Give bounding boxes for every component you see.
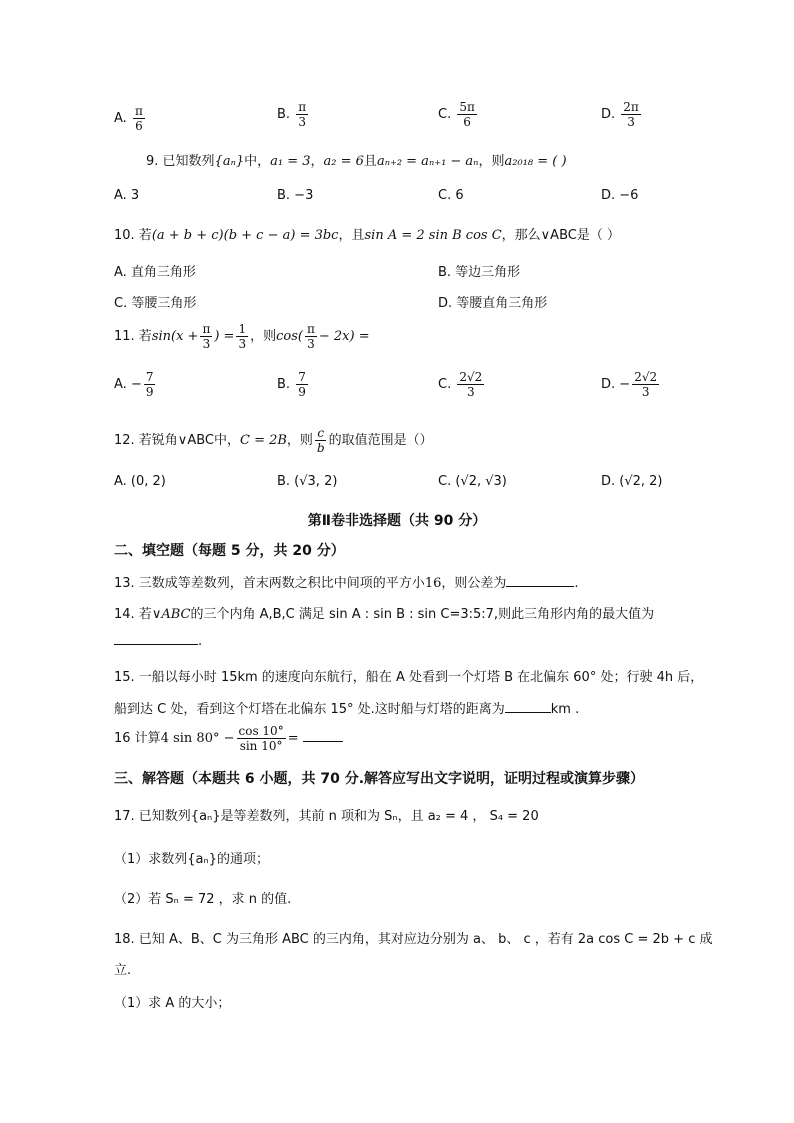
- q18-part-1: （1）求 A 的大小；: [114, 996, 231, 1011]
- question-14: 14. 若∨ABC的三个内角 A,B,C 满足 sin A : sin B : sin C=3:5:7,则此三角形内角的最大值为: [114, 607, 655, 622]
- question-15-line-2: 船到达 C 处，看到这个灯塔在北偏东 15° 处.这时船与灯塔的距离为 km .: [114, 702, 580, 717]
- q17-part-1: （1）求数列{aₙ}的通项；: [114, 852, 269, 867]
- question-18-line-1: 18. 已知 A、B、C 为三角形 ABC 的三内角，其对应边分别为 a、 b、 c ，若有 2a cos C = 2b + c 成: [114, 932, 713, 947]
- q14-answer-line: .: [114, 634, 202, 649]
- q10-option-c: C. 等腰三角形: [114, 296, 197, 311]
- q11-option-d: D. − $\frac{2√2}{3}$: [601, 370, 658, 399]
- q13-answer-blank: [506, 586, 574, 587]
- question-13: 13. 三数成等差数列，首末两数之积比中间项的平方小16，则公差为 .: [114, 576, 579, 591]
- q14-answer-blank: [114, 644, 198, 645]
- question-11: 11. 若sin(x + $\frac{\pi}{3}$ ) = $\frac{1}{3}$ ，则cos( $\frac{\pi}{3}$ − 2x) =: [114, 322, 370, 351]
- q15-answer-blank: [505, 712, 551, 713]
- q8-option-d-fraction: $\frac{2\pi}{3}$: [623, 100, 639, 129]
- q11-option-a: A. − $\frac{7}{9}$: [114, 370, 154, 399]
- q12-option-c: C. (√2, √3): [438, 474, 507, 489]
- q8-option-a-fraction: $\frac{\pi}{6}$: [134, 104, 143, 133]
- question-10: 10. 若(a + b + c)(b + c − a) = 3bc，且sin A = 2 sin B cos C，那么∨ABC是（ ）: [114, 228, 620, 243]
- q10-option-b: B. 等边三角形: [438, 265, 521, 280]
- part-2-title: 第Ⅱ卷非选择题（共 90 分）: [307, 513, 487, 529]
- q17-part-2: （2）若 Sₙ = 72 ，求 n 的值.: [114, 892, 292, 907]
- q8-option-c-fraction: $\frac{5\pi}{6}$: [459, 100, 475, 129]
- q11-option-c: C. $\frac{2√2}{3}$: [438, 370, 483, 399]
- q9-option-d: D. −6: [601, 188, 639, 203]
- q9-option-a: A. 3: [114, 188, 140, 203]
- q8-option-b: B. $\frac{\pi}{3}$: [277, 100, 307, 129]
- q12-option-a: A. (0, 2): [114, 474, 166, 489]
- question-12: 12. 若锐角∨ABC中，C = 2B，则 $\frac{c}{b}$ 的取值范围是（）: [114, 426, 433, 455]
- section-3-title: 三、解答题（本题共 6 小题，共 70 分.解答应写出文字说明，证明过程或演算步骤）: [114, 771, 645, 787]
- q9-option-c: C. 6: [438, 188, 464, 203]
- q8-option-a: A. $\frac{\pi}{6}$: [114, 104, 143, 133]
- q12-option-b: B. (√3, 2): [277, 474, 338, 489]
- section-2-title: 二、填空题（每题 5 分，共 20 分）: [114, 543, 345, 559]
- q9-option-b: B. −3: [277, 188, 314, 203]
- q11-option-b: B. $\frac{7}{9}$: [277, 370, 306, 399]
- question-18-line-2: 立.: [114, 963, 132, 978]
- q10-option-a: A. 直角三角形: [114, 265, 196, 280]
- question-16: 16 计算4 sin 80° − $\frac{\cos 10^\circ}{\sin 10^\circ}$ =: [114, 724, 343, 753]
- q16-answer-blank: [303, 741, 343, 742]
- question-15-line-1: 15. 一船以每小时 15km 的速度向东航行，船在 A 处看到一个灯塔 B 在北偏东 60° 处；行驶 4h 后，: [114, 670, 704, 685]
- question-17: 17. 已知数列{aₙ}是等差数列，其前 n 项和为 Sₙ，且 a₂ = 4 ， S₄ = 20: [114, 809, 539, 824]
- q10-option-d: D. 等腰直角三角形: [438, 296, 548, 311]
- q8-option-d: D. $\frac{2\pi}{3}$: [601, 100, 639, 129]
- q8-option-b-fraction: $\frac{\pi}{3}$: [298, 100, 307, 129]
- q8-option-c: C. $\frac{5\pi}{6}$: [438, 100, 475, 129]
- question-9: 9. 已知数列{aₙ}中，a₁ = 3，a₂ = 6且aₙ₊₂ = aₙ₊₁ − aₙ，则a₂₀₁₈ = ( ): [146, 154, 567, 169]
- q12-option-d: D. (√2, 2): [601, 474, 663, 489]
